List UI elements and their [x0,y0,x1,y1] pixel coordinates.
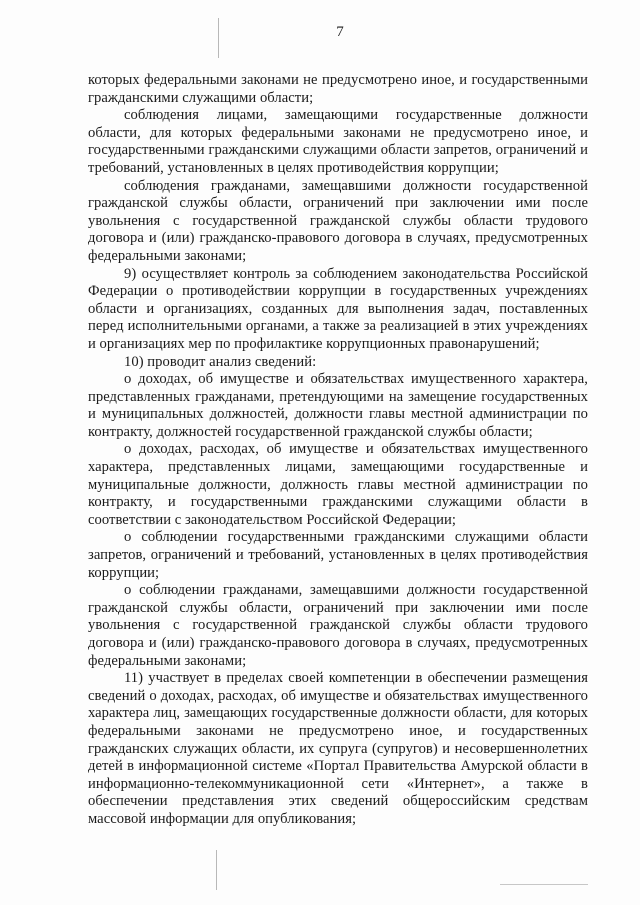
paragraph: 11) участвует в пределах своей компетенции в обеспечении размещения сведений о доходах, расходах, об имуществе и обязательствах имущественного характера лиц, замещающих государственные должности области, для которых федеральными законами не предусмотрено иное, и государственных гражданских служащих области, их супруга (супругов) и несовершеннолетних детей в информационной системе «Портал Правительства Амурской области в информационно-телекоммуникационной сети «Интернет», а также в обеспечении представления этих сведений общероссийским средствам массовой информации для опубликования; [88,670,588,827]
paragraph: 9) осуществляет контроль за соблюдением законодательства Российской Федерации о противодействии коррупции в государственных учреждениях области и организациях, созданных для выполнения задач, поставленных перед исполнительными органами, а также за реализацией в этих учреждениях и организациях мер по профилактике коррупционных правонарушений; [88,265,588,352]
scan-edge-line [500,884,588,885]
page-number: 7 [336,24,344,40]
paragraph: 10) проводит анализ сведений: [124,353,317,370]
paragraph: о соблюдении государственными гражданскими служащими области запретов, ограничений и требований, установленных в целях противодействия коррупции; [88,529,588,581]
document-body [88,72,588,829]
paragraph: о соблюдении гражданами, замещавшими должности государственной гражданской службы области, ограничений при заключении ими после увольнения с государственной гражданской службы области трудового договора и (или) гражданско-правового договора в случаях, предусмотренных федеральными законами; [88,582,588,669]
paragraph: соблюдения гражданами, замещавшими должности государственной гражданской службы области, ограничений при заключении ими после увольнения с государственной гражданской службы области трудового договора и (или) гражданско-правового договора в случаях, предусмотренных федеральными законами; [88,177,588,264]
paragraph: о доходах, об имуществе и обязательствах имущественного характера, представленных гражданами, претендующими на замещение государственных и муниципальных должностей, должности главы местной администрации по контракту, должностей государственной гражданской службы области; [88,371,588,440]
scan-artifact-bottom [216,850,217,890]
paragraph: соблюдения лицами, замещающими государственные должности области, для которых федеральными законами не предусмотрено иное, и государственными гражданскими служащими области запретов, ограничений и требований, установленных в целях противодействия коррупции; [88,107,588,176]
paragraph: которых федеральными законами не предусмотрено иное, и государственными гражданскими служащими области; [88,72,588,106]
paragraph: о доходах, расходах, об имуществе и обязательствах имущественного характера, представленных лицами, замещающими государственные и муниципальные должности, должность главы местной администрации по контракту, и государственными гражданскими служащими области в соответствии с законодательством Российской Федерации; [88,441,588,528]
